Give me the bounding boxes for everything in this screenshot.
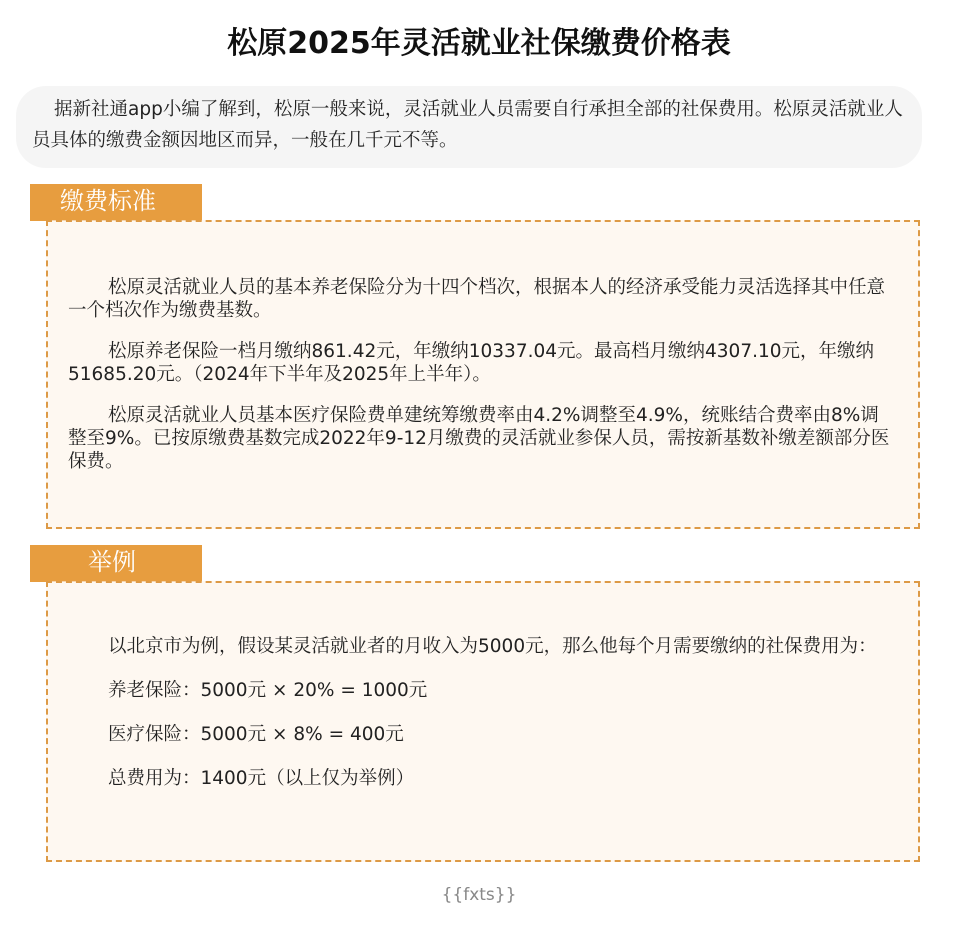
section-heading-payment-standard: 缴费标准 [30, 184, 202, 221]
section-example [46, 581, 920, 862]
paragraph: 总费用为：1400元（以上仅为举例） [108, 768, 415, 789]
paragraph: 养老保险：5000元 × 20% = 1000元 [108, 680, 428, 701]
paragraph: 松原灵活就业人员基本医疗保险费单建统筹缴费率由4.2%调整至4.9%，统账结合费率由8%调整至9%。已按原缴费基数完成2022年9-12月缴费的灵活就业参保人员，需按新基数补缴差额部分医保费。 [68, 405, 890, 472]
page-title: 松原2025年灵活就业社保缴费价格表 [227, 26, 731, 61]
paragraph: 松原养老保险一档月缴纳861.42元，年缴纳10337.04元。最高档月缴纳4307.10元，年缴纳51685.20元。（2024年下半年及2025年上半年）。 [68, 341, 875, 385]
footer-template-placeholder: {{fxts}} [441, 885, 517, 905]
section-payment-standard [46, 220, 920, 529]
paragraph: 以北京市为例，假设某灵活就业者的月收入为5000元，那么他每个月需要缴纳的社保费用为： [108, 636, 877, 657]
intro-paragraph: 据新社通app小编了解到，松原一般来说，灵活就业人员需要自行承担全部的社保费用。松原灵活就业人员具体的缴费金额因地区而异，一般在几千元不等。 [16, 86, 922, 168]
paragraph: 松原灵活就业人员的基本养老保险分为十四个档次，根据本人的经济承受能力灵活选择其中任意一个档次作为缴费基数。 [68, 277, 886, 321]
section-heading-example: 举例 [30, 545, 202, 582]
paragraph: 医疗保险：5000元 × 8% = 400元 [108, 724, 404, 745]
